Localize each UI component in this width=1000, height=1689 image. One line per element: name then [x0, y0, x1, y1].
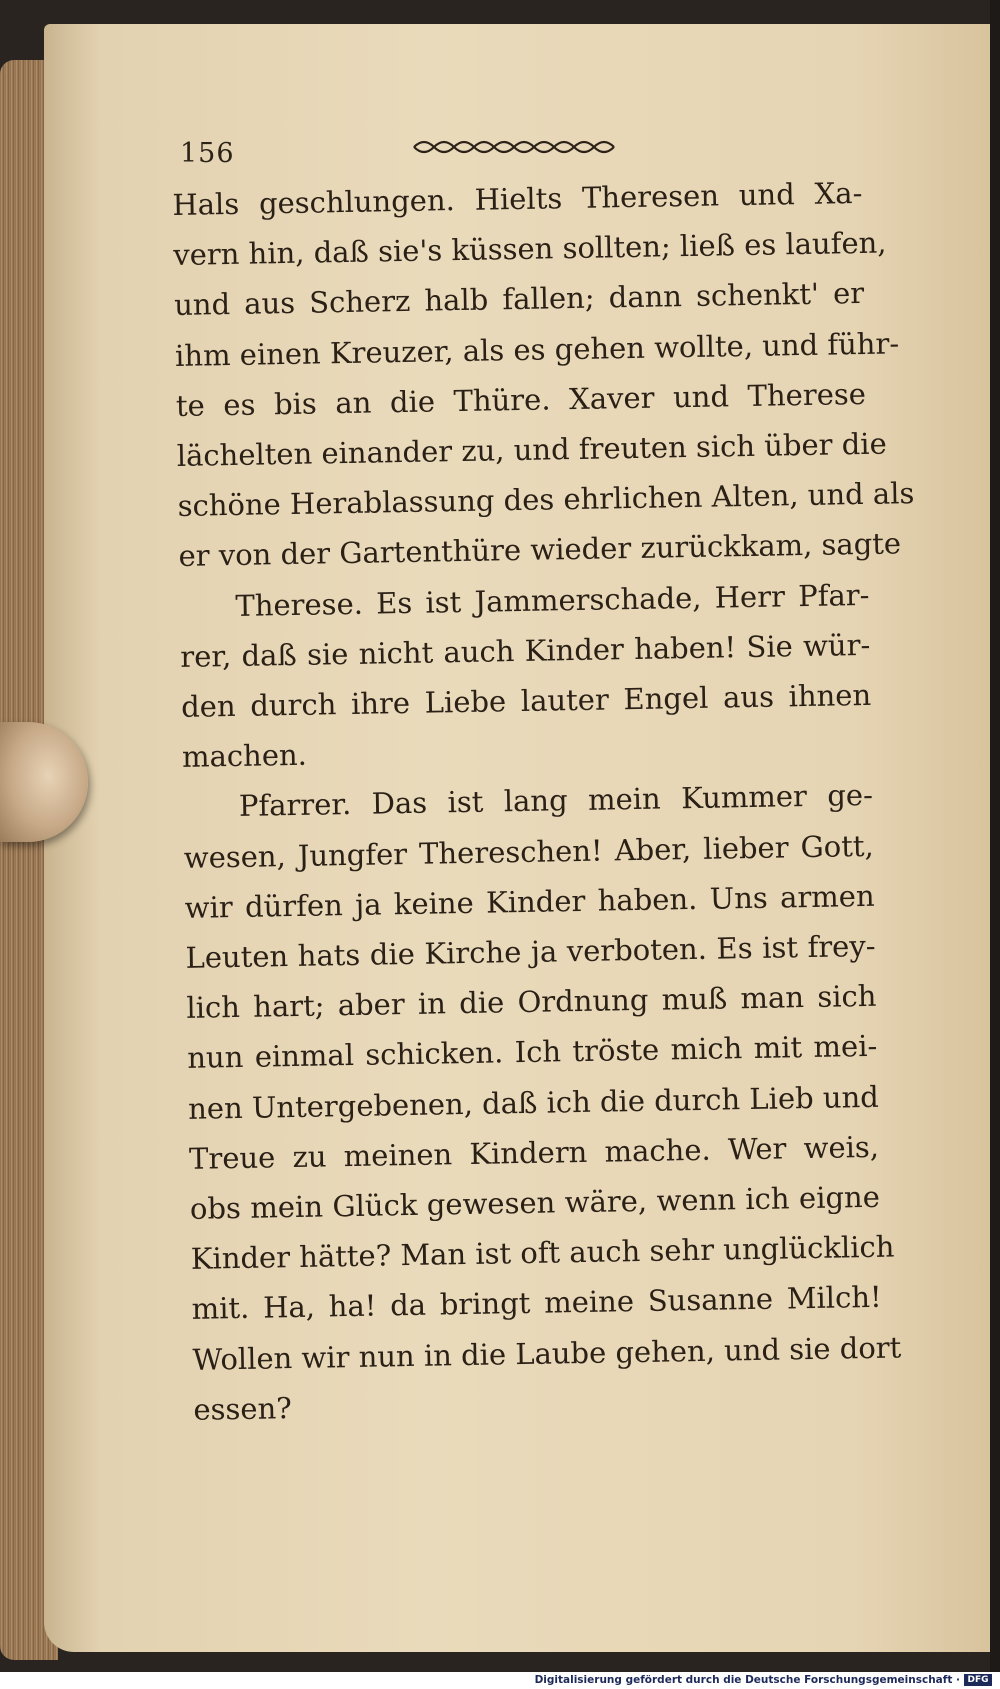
text-line: Kinder hätte? Man ist oft auch sehr unglücklich	[190, 1229, 895, 1277]
header-ornament	[410, 134, 620, 160]
text-line: obs mein Glück gewesen wäre, wenn ich eigne	[189, 1179, 881, 1226]
text-line: Hals geschlungen. Hielts Theresen und Xa-	[172, 175, 863, 222]
text-line: den durch ihre Liebe lauter Engel aus ihnen	[180, 677, 872, 724]
text-line: wesen, Jungfer Thereschen! Aber, lieber Gott,	[183, 828, 875, 875]
text-line: ihm einen Kreuzer, als es gehen wollte, und führ-	[174, 325, 900, 373]
text-line: te es bis an die Thüre. Xaver und Therese	[175, 376, 867, 423]
text-line: nun einmal schicken. Ich tröste mich mit mei-	[187, 1029, 878, 1076]
text-line: essen?	[193, 1390, 293, 1427]
text-line: Wollen wir nun in die Laube gehen, und sie dort	[192, 1330, 902, 1377]
text-line: machen.	[181, 737, 308, 775]
text-line: mit. Ha, ha! da bringt meine Susanne Milch!	[191, 1280, 882, 1327]
text-line: lächelten einander zu, und freuten sich über die	[176, 426, 887, 473]
text-line: Pfarrer. Das ist lang mein Kummer ge-	[238, 778, 874, 824]
footer-bar	[0, 1672, 1000, 1689]
text-line: rer, daß sie nicht auch Kinder haben! Sie wür-	[180, 627, 871, 674]
text-line: nen Untergebenen, daß ich die durch Lieb und	[187, 1079, 880, 1126]
text-line: Treue zu meinen Kindern mache. Wer weis,	[188, 1129, 880, 1176]
text-line: er von der Gartenthüre wieder zurückkam, sagte	[178, 526, 902, 574]
text-line: Leuten hats die Kirche ja verboten. Es ist frey-	[185, 928, 876, 975]
scan-edge-strip	[990, 0, 1000, 1672]
text-line: wir dürfen ja keine Kinder haben. Uns armen	[184, 878, 875, 925]
text-line: und aus Scherz halb fallen; dann schenkt' er	[173, 276, 865, 323]
text-line: schöne Herablassung des ehrlichen Alten, und als	[177, 476, 915, 524]
dfg-logo: DFG	[964, 1674, 992, 1686]
text-block	[172, 168, 915, 1435]
text-line: vern hin, daß sie's küssen sollten; ließ es laufen,	[173, 225, 887, 273]
text-line: lich hart; aber in die Ordnung muß man sich	[186, 979, 877, 1026]
text-line: Therese. Es ist Jammerschade, Herr Pfar-	[235, 577, 870, 623]
page-number: 156	[180, 138, 235, 169]
footer-credit: Digitalisierung gefördert durch die Deutsche Forschungsgemeinschaft ·	[534, 1674, 960, 1686]
